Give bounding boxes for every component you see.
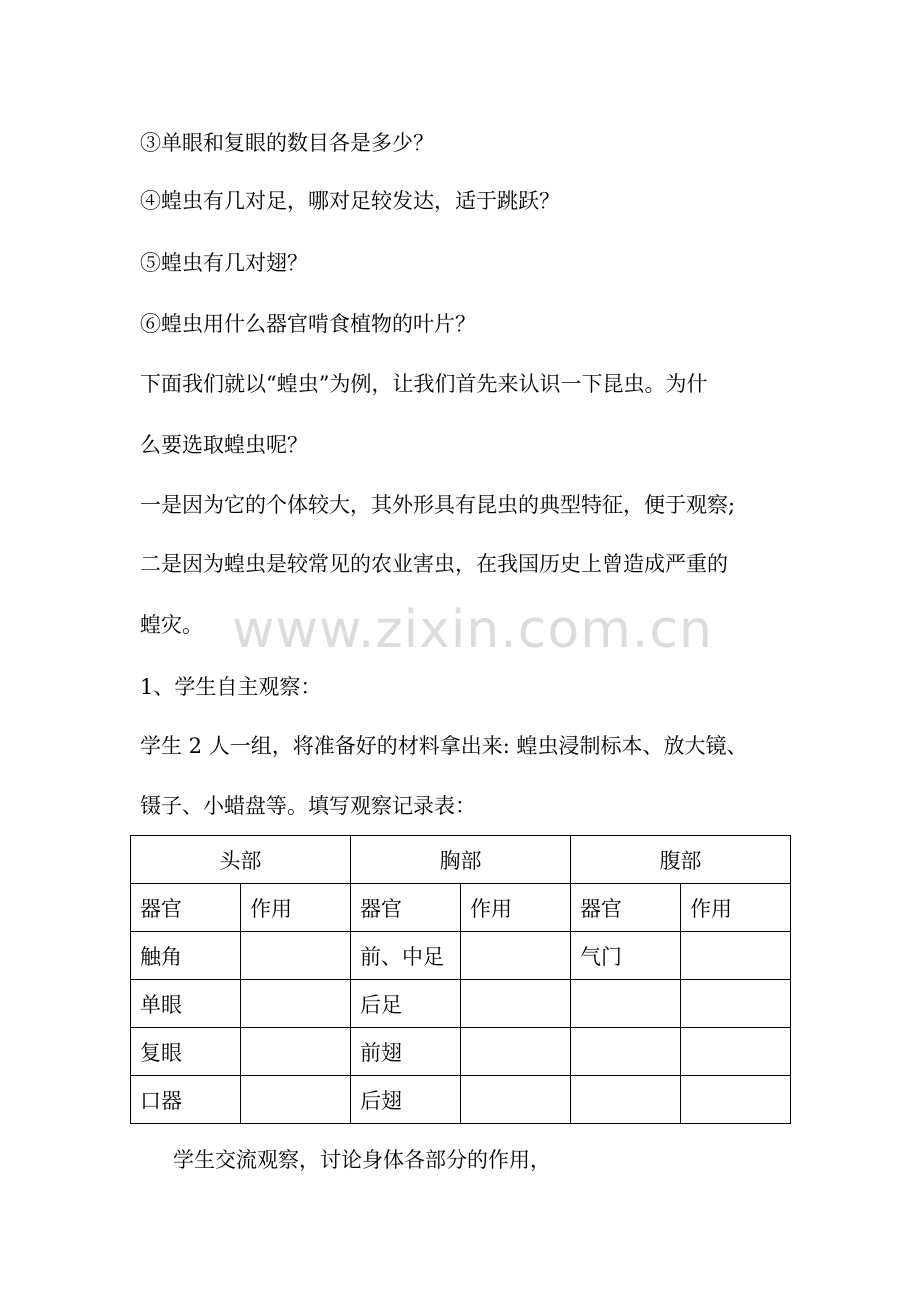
table-cell [241, 932, 351, 980]
table-cell [461, 1028, 571, 1076]
table-cell: 单眼 [131, 980, 241, 1028]
table-row [131, 1028, 791, 1076]
table-cell: 触角 [131, 932, 241, 980]
table-row [131, 1076, 791, 1124]
question-6: ⑥蝗虫用什么器官啃食植物的叶片？ [140, 312, 476, 336]
watermark: www.zixin.com.cn [232, 600, 713, 660]
column-header: 器官 [131, 884, 241, 932]
column-header: 器官 [351, 884, 461, 932]
section-heading: 1、学生自主观察： [140, 675, 322, 699]
question-5: ⑤蝗虫有几对翅？ [140, 251, 308, 275]
table-section-header-row [131, 836, 791, 884]
paragraph-line: 镊子、小蜡盘等。填写观察记录表： [140, 794, 476, 818]
table-cell: 口器 [131, 1076, 241, 1124]
table-cell [571, 1028, 681, 1076]
table-cell [461, 1076, 571, 1124]
table-cell: 复眼 [131, 1028, 241, 1076]
column-header: 器官 [571, 884, 681, 932]
question-3: ③单眼和复眼的数目各是多少？ [140, 131, 434, 155]
section-head: 头部 [131, 836, 351, 884]
table-cell [681, 1028, 791, 1076]
table-cell [461, 980, 571, 1028]
section-thorax: 胸部 [351, 836, 571, 884]
table-cell: 后足 [351, 980, 461, 1028]
table-cell: 前翅 [351, 1028, 461, 1076]
closing-line: 学生交流观察，讨论身体各部分的作用， [173, 1148, 551, 1172]
table-cell: 后翅 [351, 1076, 461, 1124]
column-header: 作用 [461, 884, 571, 932]
paragraph-line: 一是因为它的个体较大，其外形具有昆虫的典型特征，便于观察; [140, 493, 736, 517]
table-cell [461, 932, 571, 980]
table-subheader-row [131, 884, 791, 932]
table-cell [571, 980, 681, 1028]
column-header: 作用 [681, 884, 791, 932]
table-cell: 气门 [571, 932, 681, 980]
paragraph-line: 二是因为蝗虫是较常见的农业害虫，在我国历史上曾造成严重的 [140, 552, 728, 576]
observation-record-table [130, 835, 791, 1124]
table-cell [681, 980, 791, 1028]
table-cell [681, 1076, 791, 1124]
column-header: 作用 [241, 884, 351, 932]
paragraph-line: 学生 2 人一组，将准备好的材料拿出来: 蝗虫浸制标本、放大镜、 [140, 734, 748, 758]
table-cell [241, 1076, 351, 1124]
question-4: ④蝗虫有几对足，哪对足较发达，适于跳跃？ [140, 189, 560, 213]
table-cell [571, 1076, 681, 1124]
section-abdomen: 腹部 [571, 836, 791, 884]
paragraph-line: 蝗灾。 [140, 613, 203, 637]
table-row [131, 980, 791, 1028]
table-cell [681, 932, 791, 980]
paragraph-line: 么要选取蝗虫呢？ [140, 433, 308, 457]
table-cell [241, 1028, 351, 1076]
paragraph-line: 下面我们就以“蝗虫”为例，让我们首先来认识一下昆虫。为什 [140, 372, 708, 396]
table-cell: 前、中足 [351, 932, 461, 980]
table-row [131, 932, 791, 980]
table-cell [241, 980, 351, 1028]
